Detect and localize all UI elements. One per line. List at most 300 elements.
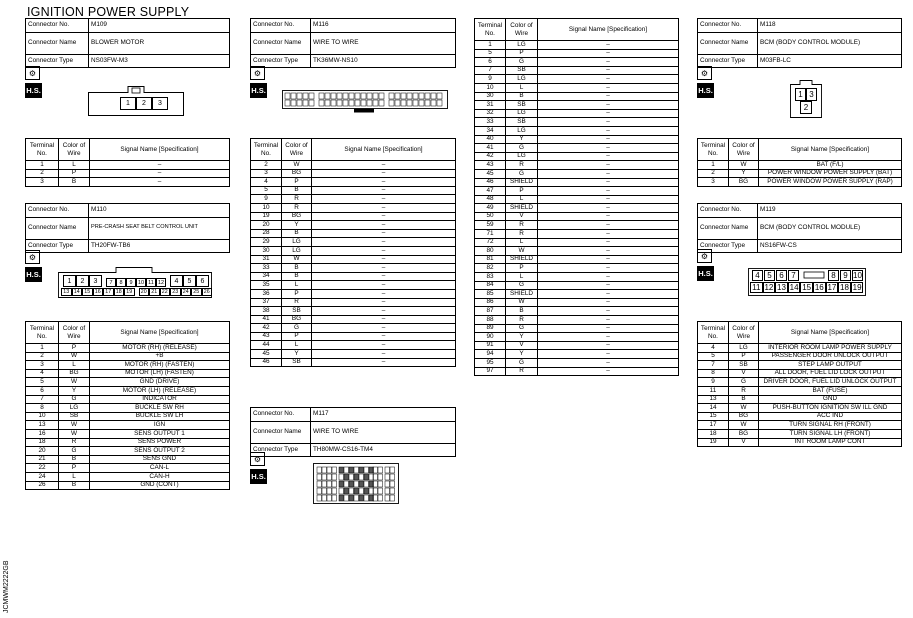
pin-cell [364, 474, 369, 480]
pin-cell [355, 93, 360, 99]
table-row [26, 369, 230, 378]
terminal-cell: 33 [475, 118, 506, 127]
signal-cell: – [538, 221, 679, 230]
connector-face-m109 [88, 84, 184, 116]
pin-cell [390, 495, 395, 501]
table-row [251, 246, 456, 255]
pin-cell [322, 474, 327, 480]
table-row [251, 161, 456, 170]
color-cell: G [282, 324, 312, 333]
color-cell: G [506, 58, 538, 67]
pin: 9 [840, 270, 851, 281]
color-cell: G [729, 378, 759, 387]
table-row [475, 367, 679, 376]
signal-cell: – [538, 187, 679, 196]
table-body [698, 344, 902, 447]
pin-cell [355, 100, 360, 106]
signal-cell: – [538, 135, 679, 144]
signal-cell: – [538, 264, 679, 273]
pin: 5 [183, 275, 196, 287]
pin-cell [327, 481, 332, 487]
color-cell: L [59, 472, 90, 481]
pin-cell [322, 488, 327, 494]
pin-cell [378, 481, 383, 487]
connector-info-m118 [697, 18, 902, 68]
color-cell: W [729, 421, 759, 430]
info-label: Connector No. [698, 19, 758, 33]
color-cell: R [506, 316, 538, 325]
terminal-cell: 89 [475, 324, 506, 333]
pin: 20 [139, 288, 150, 296]
pin-cell [367, 100, 372, 106]
table-row [251, 358, 456, 367]
pin-cell [349, 481, 354, 487]
terminal-cell: 81 [475, 255, 506, 264]
signal-cell: – [312, 358, 456, 367]
table-row [475, 273, 679, 282]
pin-cell [373, 100, 378, 106]
color-cell: SB [506, 118, 538, 127]
col-signal: Signal Name [Specification] [538, 19, 679, 41]
table-row [251, 186, 456, 195]
table-row [698, 161, 902, 170]
color-cell: L [506, 273, 538, 282]
table-row [475, 126, 679, 135]
table-row [698, 169, 902, 178]
terminal-cell: 24 [26, 472, 59, 481]
terminal-cell: 28 [251, 229, 282, 238]
signal-cell: – [538, 161, 679, 170]
color-cell: LG [506, 75, 538, 84]
pin-cell [407, 93, 412, 99]
signal-cell: – [538, 247, 679, 256]
table-row [26, 481, 230, 490]
pin-cell [339, 474, 344, 480]
color-cell: R [506, 161, 538, 170]
terminal-cell: 7 [26, 395, 59, 404]
connector-no: M119 [758, 204, 902, 218]
table-row [475, 350, 679, 359]
connector-type: TK36MW-NS10 [311, 54, 456, 68]
pin-cell [389, 93, 394, 99]
table-row [475, 92, 679, 101]
pin-cell [343, 93, 348, 99]
table-row [475, 204, 679, 213]
signal-cell: – [90, 169, 230, 178]
color-cell: W [59, 429, 90, 438]
connector-view-icon: ⚙ [250, 66, 265, 80]
terminal-cell: 16 [26, 429, 59, 438]
terminal-cell: 45 [475, 169, 506, 178]
color-cell: P [282, 178, 312, 187]
table-row [26, 421, 230, 430]
terminal-cell: 17 [698, 421, 729, 430]
signal-cell: ACC IND [759, 412, 902, 421]
pin: 24 [181, 288, 192, 296]
signal-cell: INDICATOR [90, 395, 230, 404]
signal-cell: – [538, 290, 679, 299]
pin-cell [339, 488, 344, 494]
color-cell: B [59, 481, 90, 490]
color-cell: G [506, 281, 538, 290]
table-body [251, 161, 456, 367]
color-cell: B [282, 272, 312, 281]
pin-cell [354, 495, 359, 501]
table-row [475, 290, 679, 299]
terminal-cell: 91 [475, 341, 506, 350]
connector-info-m109 [25, 18, 230, 68]
signal-cell: – [538, 333, 679, 342]
pin: 19 [124, 288, 135, 296]
pin-cell [389, 100, 394, 106]
hs-label: H.S. [250, 469, 267, 484]
pin: 9 [126, 278, 136, 287]
pin: 16 [814, 283, 824, 292]
terminal-cell: 31 [251, 255, 282, 264]
terminal-cell: 34 [251, 272, 282, 281]
table-row [475, 255, 679, 264]
signal-cell: – [538, 75, 679, 84]
color-cell: P [729, 352, 759, 361]
pin-cell [337, 93, 342, 99]
color-cell: SB [282, 307, 312, 316]
info-label: Connector No. [26, 19, 89, 33]
signal-cell: – [312, 221, 456, 230]
pin-cell [344, 467, 349, 473]
color-cell: R [282, 203, 312, 212]
connector-type: M03FB-LC [758, 54, 902, 68]
terminal-cell: 48 [475, 195, 506, 204]
connector-view-icon: ⚙ [250, 452, 265, 466]
connector-no: M109 [89, 19, 230, 33]
pin: 5 [764, 270, 775, 281]
pin-cell [339, 467, 344, 473]
pin-cell [378, 495, 383, 501]
terminal-cell: 20 [251, 221, 282, 230]
pin-cell [344, 474, 349, 480]
signal-cell: – [538, 298, 679, 307]
table-row [698, 395, 902, 404]
table-row [475, 66, 679, 75]
table-row [251, 195, 456, 204]
color-cell: W [59, 352, 90, 361]
info-label: Connector Type [698, 54, 758, 68]
color-cell: W [506, 298, 538, 307]
connector-no: M117 [311, 408, 456, 422]
info-label: Connector Name [698, 32, 758, 54]
diagram-code: JCMWM2222GB [3, 560, 10, 613]
signal-cell: – [312, 212, 456, 221]
color-cell: P [59, 169, 90, 178]
color-cell: SHIELD [506, 255, 538, 264]
pin-cell [361, 100, 366, 106]
col-terminal: Terminal No. [475, 19, 506, 41]
connector-face-m119 [748, 268, 866, 296]
info-label: Connector Type [698, 239, 758, 253]
table-row [475, 161, 679, 170]
table-row [698, 344, 902, 353]
signal-cell: PASSENGER DOOR UNLOCK OUTPUT [759, 352, 902, 361]
terminal-cell: 1 [26, 161, 59, 170]
connector-face-m117 [313, 462, 399, 506]
signal-cell: BUCKLE SW LH [90, 412, 230, 421]
color-cell: V [729, 438, 759, 447]
col-signal: Signal Name [Specification] [90, 139, 230, 161]
info-label: Connector Type [251, 54, 311, 68]
pin-cell [385, 481, 390, 487]
table-row [26, 352, 230, 361]
table-row [475, 135, 679, 144]
info-label: Connector No. [251, 19, 311, 33]
terminal-cell: 82 [475, 264, 506, 273]
table-row [26, 429, 230, 438]
connector-info-m110 [25, 203, 230, 253]
pin: 12 [764, 283, 774, 292]
table-row [475, 324, 679, 333]
pin-cell [354, 474, 359, 480]
color-cell: R [282, 298, 312, 307]
color-cell: P [59, 344, 90, 353]
color-cell: Y [282, 221, 312, 230]
signal-cell: – [538, 169, 679, 178]
signal-cell: MOTOR (RH) (FASTEN) [90, 361, 230, 370]
connector-type: TH20FW-TB6 [89, 239, 230, 253]
pin-cell [419, 93, 424, 99]
pin: 3 [152, 97, 168, 110]
table-row [251, 221, 456, 230]
pin-cell [385, 467, 390, 473]
pin: 21 [149, 288, 160, 296]
pin-cell [359, 467, 364, 473]
hs-label: H.S. [250, 83, 267, 98]
signal-cell: – [312, 246, 456, 255]
col-signal: Signal Name [Specification] [90, 322, 230, 344]
terminal-cell: 90 [475, 333, 506, 342]
terminal-cell: 47 [475, 187, 506, 196]
color-cell: L [59, 361, 90, 370]
color-cell: L [282, 281, 312, 290]
table-row [251, 255, 456, 264]
pin-cell [343, 100, 348, 106]
pin-cell [378, 474, 383, 480]
terminal-cell: 34 [475, 126, 506, 135]
color-cell: W [282, 161, 312, 170]
signal-cell: – [538, 324, 679, 333]
col-terminal: Terminal No. [26, 322, 59, 344]
pin-cell [354, 467, 359, 473]
terminal-cell: 19 [251, 212, 282, 221]
signal-cell: SENS GND [90, 455, 230, 464]
table-row [475, 195, 679, 204]
col-signal: Signal Name [Specification] [312, 139, 456, 161]
signal-cell: – [538, 212, 679, 221]
table-row [698, 386, 902, 395]
signal-cell: BUCKLE SW RH [90, 404, 230, 413]
terminal-cell: 1 [698, 161, 729, 170]
terminal-cell: 6 [475, 58, 506, 67]
connector-info-m119 [697, 203, 902, 253]
pin: 12 [157, 279, 165, 286]
connector-no: M116 [311, 19, 456, 33]
table-row [251, 238, 456, 247]
pin: 23 [170, 288, 181, 296]
pin: 14 [72, 288, 83, 296]
color-cell: B [729, 395, 759, 404]
terminal-cell: 5 [698, 352, 729, 361]
table-body [475, 41, 679, 376]
info-label: Connector Type [26, 54, 89, 68]
col-color: Color of Wire [729, 322, 759, 344]
signal-cell: – [312, 341, 456, 350]
color-cell: BG [282, 212, 312, 221]
pin: 16 [93, 288, 104, 296]
color-cell: B [282, 264, 312, 273]
terminal-cell: 5 [251, 186, 282, 195]
terminal-cell: 7 [475, 66, 506, 75]
info-label: Connector Name [251, 421, 311, 443]
color-cell: P [506, 187, 538, 196]
terminal-cell: 45 [251, 350, 282, 359]
signal-cell: – [312, 315, 456, 324]
table-row [26, 455, 230, 464]
signal-cell: – [538, 58, 679, 67]
terminal-cell: 5 [26, 378, 59, 387]
signal-cell: – [312, 272, 456, 281]
table-row [698, 412, 902, 421]
pin-cell [291, 100, 296, 106]
terminal-cell: 13 [26, 421, 59, 430]
pin-cell [285, 100, 290, 106]
terminal-cell: 30 [475, 92, 506, 101]
pin-cell [367, 93, 372, 99]
terminal-cell: 4 [251, 178, 282, 187]
color-cell: B [282, 186, 312, 195]
table-body [698, 161, 902, 187]
pin-cell [344, 488, 349, 494]
harness-side-badge [250, 66, 267, 99]
signal-cell: – [538, 341, 679, 350]
color-cell: R [59, 438, 90, 447]
signal-cell: – [538, 230, 679, 239]
color-cell: R [506, 367, 538, 376]
pin-cell [354, 488, 359, 494]
color-cell: B [59, 178, 90, 187]
connector-view-icon: ⚙ [25, 66, 40, 80]
terminal-cell: 3 [26, 178, 59, 187]
pin: 17 [103, 288, 114, 296]
color-cell: V [506, 212, 538, 221]
signal-cell: POWER WINDOW POWER SUPPLY (RAP) [759, 178, 902, 187]
color-cell: SHIELD [506, 290, 538, 299]
signal-cell: DRIVER DOOR, FUEL LID UNLOCK OUTPUT [759, 378, 902, 387]
signal-cell: – [312, 169, 456, 178]
table-row [698, 369, 902, 378]
connector-face-m110 [58, 266, 212, 298]
signal-cell: POWER WINDOW POWER SUPPLY (BAT) [759, 169, 902, 178]
pin-cell [359, 481, 364, 487]
table-row [251, 264, 456, 273]
table-body [26, 344, 230, 490]
signal-cell: – [312, 203, 456, 212]
table-row [251, 272, 456, 281]
pin-cell [379, 93, 384, 99]
pin-cell [395, 100, 400, 106]
color-cell: G [506, 324, 538, 333]
signal-cell: – [312, 255, 456, 264]
pin: 25 [191, 288, 202, 296]
signal-cell: – [312, 289, 456, 298]
pin-cell [385, 474, 390, 480]
signal-cell: – [538, 83, 679, 92]
pin-cell [291, 93, 296, 99]
hs-label: H.S. [697, 83, 714, 98]
table-row [475, 247, 679, 256]
pin-cell [349, 93, 354, 99]
pin: 1 [120, 97, 136, 110]
color-cell: G [59, 395, 90, 404]
signal-cell: GND [759, 395, 902, 404]
pin: 18 [840, 283, 849, 292]
pin-cell [437, 100, 442, 106]
pin: 7 [788, 270, 799, 281]
pin-cell [327, 495, 332, 501]
pin-cell [401, 93, 406, 99]
pin-cell [319, 93, 324, 99]
terminal-cell: 50 [475, 212, 506, 221]
signal-cell: – [90, 161, 230, 170]
signal-cell: – [312, 229, 456, 238]
terminal-cell: 5 [475, 49, 506, 58]
signal-cell: – [538, 109, 679, 118]
pin-cell [317, 467, 322, 473]
col-terminal: Terminal No. [26, 139, 59, 161]
pin-cell [339, 481, 344, 487]
pin: 15 [802, 283, 812, 292]
pin-cell [364, 495, 369, 501]
signal-cell: SENS POWER [90, 438, 230, 447]
signal-table-m110 [25, 321, 230, 490]
pin-cell [413, 100, 418, 106]
signal-table-m118 [697, 138, 902, 187]
info-label: Connector Type [251, 443, 311, 457]
signal-cell: IGN [90, 421, 230, 430]
connector-type: TH80MW-CS16-TM4 [311, 443, 456, 457]
table-row [251, 332, 456, 341]
signal-cell: – [312, 350, 456, 359]
table-row [475, 58, 679, 67]
terminal-cell: 35 [251, 281, 282, 290]
pin: 3 [89, 275, 102, 287]
table-row [475, 169, 679, 178]
pin: 10 [137, 279, 145, 286]
pin-cell [395, 93, 400, 99]
terminal-cell: 46 [251, 358, 282, 367]
table-row [251, 307, 456, 316]
col-terminal: Terminal No. [251, 139, 282, 161]
color-cell: V [729, 369, 759, 378]
pin: 3 [806, 88, 817, 101]
table-row [475, 101, 679, 110]
table-row [475, 83, 679, 92]
pin-cell [378, 467, 383, 473]
color-cell: G [506, 169, 538, 178]
signal-cell: – [538, 144, 679, 153]
pin-cell [319, 100, 324, 106]
pin-cell [431, 100, 436, 106]
pin: 14 [789, 283, 799, 292]
table-row [251, 315, 456, 324]
table-row [475, 144, 679, 153]
